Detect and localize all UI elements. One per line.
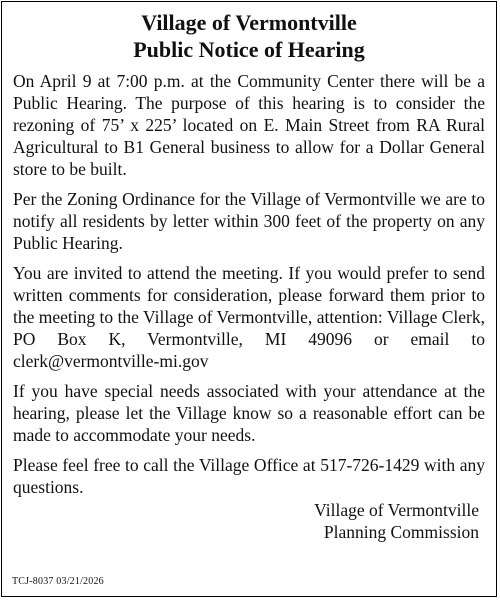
notice-title: Village of Vermontville [141, 10, 357, 35]
notice-subtitle: Public Notice of Hearing [133, 37, 365, 62]
paragraph-zoning-ordinance: Per the Zoning Ordinance for the Village of Vermontville we are to notify all residents by letter within 300 feet of the property on any Public Hearing. [13, 189, 485, 253]
reference-number: TCJ-8037 03/21/2026 [12, 576, 104, 587]
paragraph-invitation: You are invited to attend the meeting. If you would prefer to send written comments for consideration, please forward them prior to the meeting to the Village of Vermontville, attention: Village Clerk, PO Box K, Vermontville, MI 49096 or email to clerk@vermontville-mi.gov [13, 263, 485, 371]
signature-commission: Planning Commission [323, 522, 479, 542]
signature-village: Village of Vermontville [314, 500, 479, 520]
paragraph-hearing-details: On April 9 at 7:00 p.m. at the Community Center there will be a Public Hearing. The purpose of this hearing is to consider the rezoning of 75’ x 225’ located on E. Main Street from RA Rural Agricultural to B1 General business to allow for a Dollar General store to be built. [13, 71, 485, 179]
public-notice [1, 1, 497, 597]
paragraph-contact: Please feel free to call the Village Office at 517-726-1429 with any questions. [13, 455, 485, 497]
paragraph-special-needs: If you have special needs associated with your attendance at the hearing, please let the Village know so a reasonable effort can be made to accommodate your needs. [13, 381, 485, 445]
signature-block [13, 499, 485, 543]
